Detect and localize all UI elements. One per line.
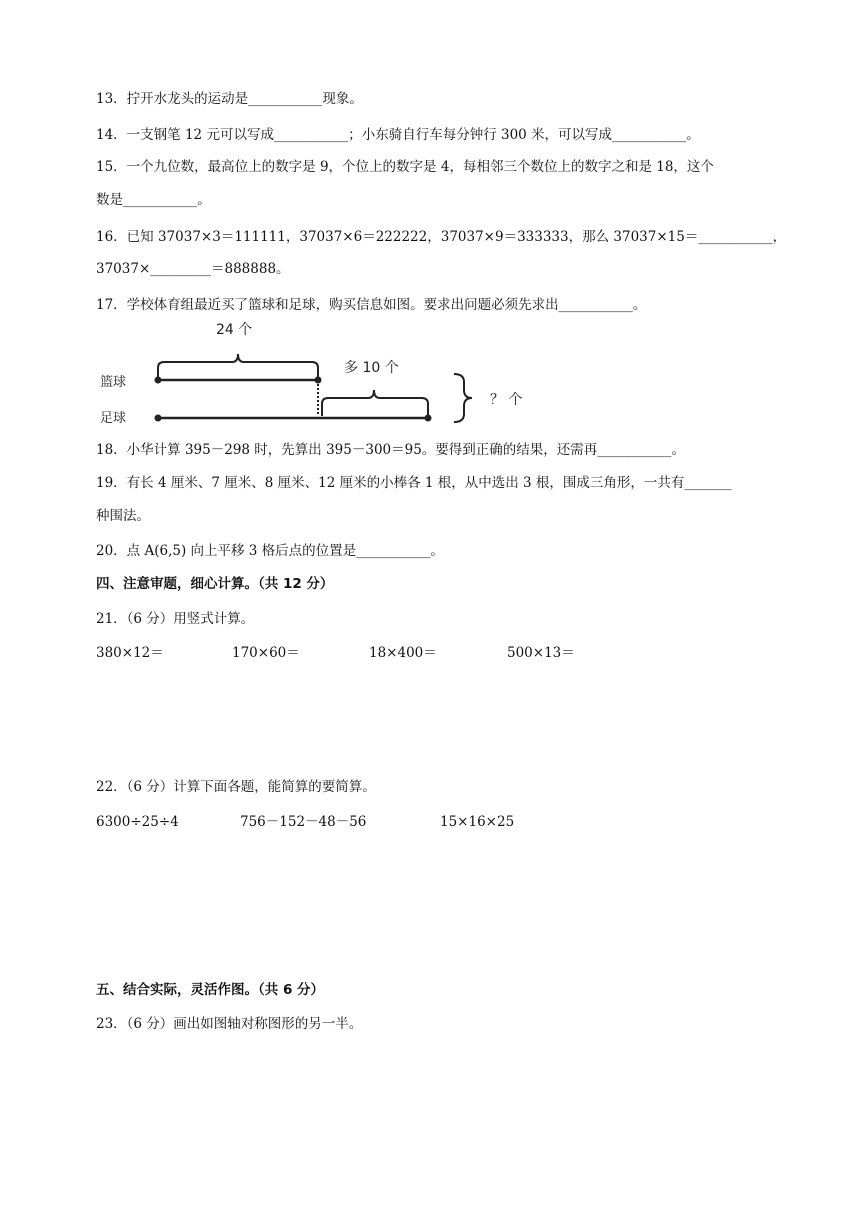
figure-top-label: 24 个: [216, 322, 253, 338]
question-21: 21．（6 分）用竖式计算。: [96, 611, 255, 627]
basketball-end-dot: [315, 377, 322, 384]
more-brace: [322, 390, 428, 416]
question-16-line1: 16．已知 37037×3＝111111，37037×6＝222222，37037×9＝333333，那么 37037×15＝___________，: [96, 229, 787, 245]
basketball-start-dot: [155, 377, 162, 384]
question-18: 18．小华计算 395－298 时，先算出 395－300＝95。要得到正确的结果，还需再___________。: [96, 442, 686, 458]
calc-item: 380×12＝: [96, 645, 164, 661]
question-22: 22．（6 分）计算下面各题，能简算的要简算。: [96, 779, 376, 795]
question-20: 20．点 A(6,5) 向上平移 3 格后点的位置是___________。: [96, 543, 444, 559]
ball-purchase-diagram: [96, 318, 556, 430]
more-label: 多 10 个: [344, 360, 399, 376]
question-14: 14．一支钢笔 12 元可以写成___________；小东骑自行车每分钟行 300 米，可以写成___________。: [96, 127, 700, 143]
question-15-line2: 数是___________。: [96, 192, 211, 208]
question-23: 23．（6 分）画出如图轴对称图形的另一半。: [96, 1016, 363, 1032]
question-19-line1: 19．有长 4 厘米、7 厘米、8 厘米、12 厘米的小棒各 1 根，从中选出 3 根，围成三角形，一共有_______: [96, 475, 732, 491]
question-17: 17．学校体育组最近买了篮球和足球，购买信息如图。要求出问题必须先求出___________。: [96, 297, 647, 313]
question-15-line1: 15．一个九位数，最高位上的数字是 9，个位上的数字是 4，每相邻三个数位上的数字之和是 18，这个: [96, 159, 714, 175]
calc-item: 6300÷25÷4: [96, 814, 179, 830]
basketball-label: 篮球: [100, 375, 127, 390]
calc-item: 18×400＝: [369, 645, 437, 661]
calc-item: 500×13＝: [507, 645, 575, 661]
question-13: 13．拧开水龙头的运动是___________现象。: [96, 91, 363, 107]
question-label: ？ 个: [490, 392, 523, 408]
football-label: 足球: [100, 411, 127, 426]
calc-item: 15×16×25: [440, 814, 515, 830]
top-brace: [158, 354, 318, 378]
question-16-line2: 37037×_________＝888888。: [96, 261, 290, 277]
total-brace: [454, 374, 472, 422]
section-5-heading: 五、结合实际，灵活作图。（共 6 分）: [96, 982, 325, 998]
calc-item: 756－152－48－56: [240, 814, 367, 830]
question-19-line2: 种围法。: [96, 508, 150, 524]
calc-item: 170×60＝: [232, 645, 300, 661]
football-start-dot: [155, 415, 162, 422]
football-end-dot: [425, 415, 432, 422]
section-4-heading: 四、注意审题，细心计算。（共 12 分）: [96, 576, 334, 592]
